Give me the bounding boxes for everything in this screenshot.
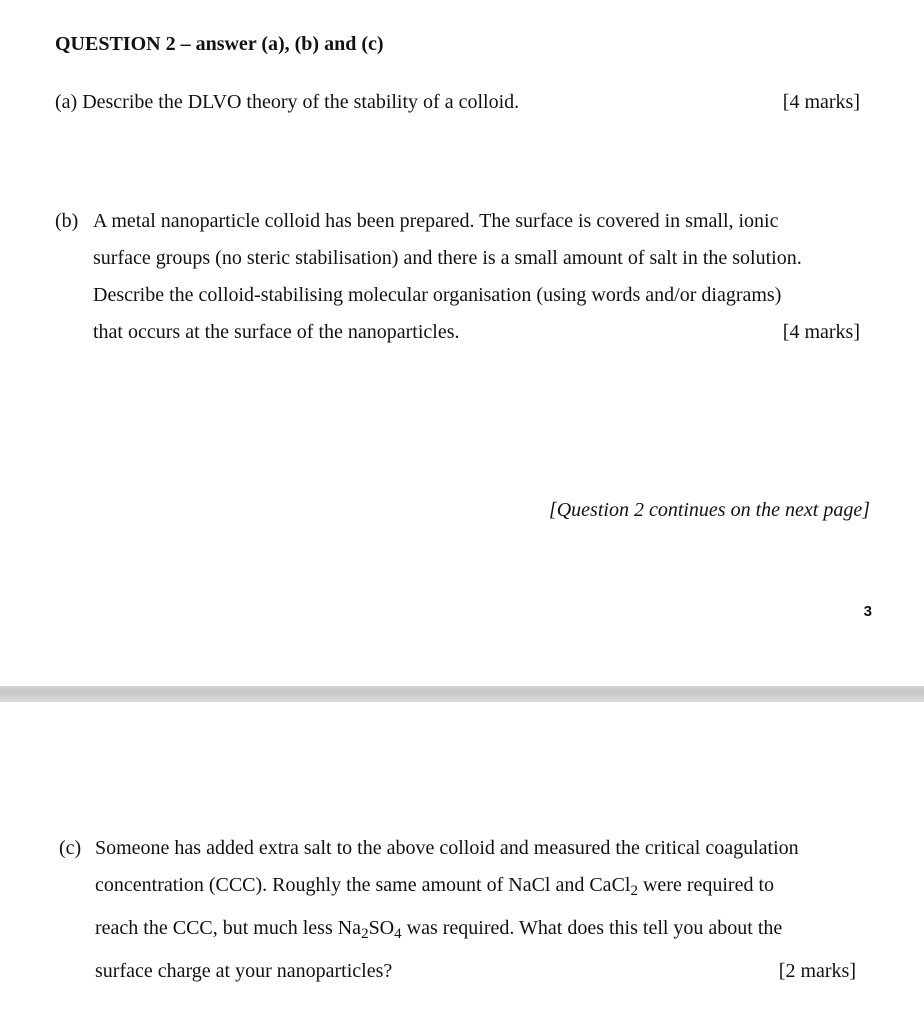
part-a-text: (a) Describe the DLVO theory of the stability of a colloid. bbox=[55, 91, 520, 113]
page-divider bbox=[0, 686, 924, 702]
continues-note: [Question 2 continues on the next page] bbox=[548, 499, 870, 521]
part-c-line-3-start: reach the CCC, but much less Na bbox=[95, 917, 362, 939]
part-c-line-1: Someone has added extra salt to the above colloid and measured the critical coagulation bbox=[95, 837, 799, 859]
part-b-marks: [4 marks] bbox=[782, 321, 860, 343]
part-b-line-2: surface groups (no steric stabilisation) and there is a small amount of salt in the solution. bbox=[93, 247, 802, 269]
part-c-line-2-end: were required to bbox=[637, 874, 775, 896]
subscript: 2 bbox=[361, 926, 369, 942]
question-heading: QUESTION 2 – answer (a), (b) and (c) bbox=[55, 33, 384, 55]
part-c-label: (c) bbox=[59, 837, 82, 859]
part-b-line-4: that occurs at the surface of the nanoparticles. bbox=[93, 321, 460, 343]
part-c-line-2-start: concentration (CCC). Roughly the same amount of NaCl and CaCl bbox=[95, 874, 631, 896]
subscript: 4 bbox=[394, 926, 402, 942]
part-c-line-3-mid: SO bbox=[368, 917, 395, 939]
part-c-line-4: surface charge at your nanoparticles? bbox=[95, 960, 393, 982]
part-c-line-2 bbox=[95, 874, 774, 897]
part-a-marks: [4 marks] bbox=[782, 91, 860, 113]
subscript: 2 bbox=[630, 883, 638, 899]
part-b-label: (b) bbox=[55, 210, 79, 232]
part-b-line-3: Describe the colloid-stabilising molecular organisation (using words and/or diagrams) bbox=[93, 284, 782, 306]
part-c-line-3 bbox=[95, 917, 782, 940]
part-b-line-1: A metal nanoparticle colloid has been prepared. The surface is covered in small, ionic bbox=[93, 210, 779, 232]
part-c-line-3-end: was required. What does this tell you about the bbox=[401, 917, 783, 939]
page-number: 3 bbox=[863, 603, 872, 620]
part-c-marks: [2 marks] bbox=[778, 960, 856, 982]
